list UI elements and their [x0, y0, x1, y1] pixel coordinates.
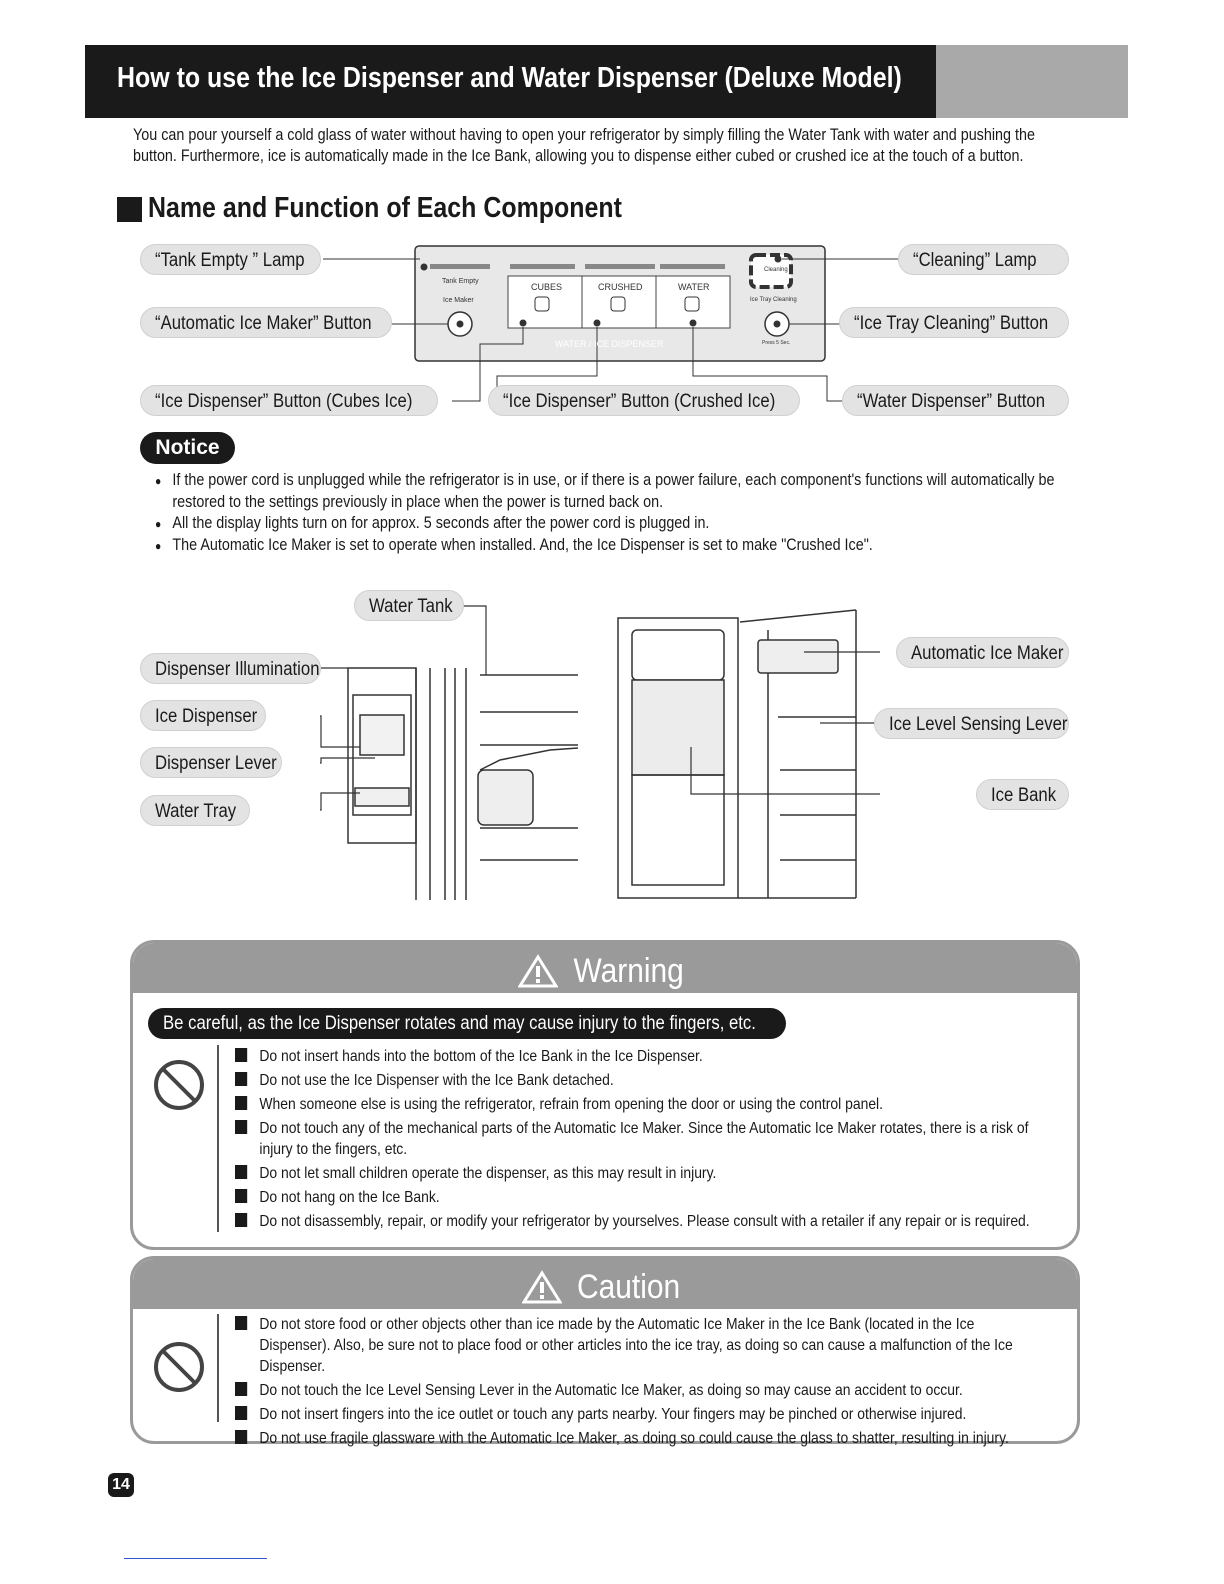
caution-triangle-icon	[522, 1270, 562, 1304]
ice-maker-text: Ice Maker	[443, 297, 474, 304]
notice-item: ● The Automatic Ice Maker is set to operate when installed. And, the Ice Dispenser is set to make "Crushed Ice".	[155, 535, 1077, 557]
footer-rule	[124, 1558, 267, 1559]
caution-divider	[217, 1314, 219, 1422]
ice-dispenser-label: Ice Dispenser	[140, 700, 266, 731]
refrigerator-diagram	[320, 600, 880, 905]
ice-dispenser-crushed-label: “Ice Dispenser” Button (Crushed Ice)	[488, 385, 800, 416]
warning-title: Warning	[573, 952, 685, 991]
ice-dispenser-cubes-label: “Ice Dispenser” Button (Cubes Ice)	[140, 385, 438, 416]
tank-empty-text: Tank Empty	[442, 278, 479, 285]
ice-level-sensing-lever-label: Ice Level Sensing Lever	[874, 708, 1069, 739]
section-title: Name and Function of Each Component	[148, 192, 622, 224]
notice-list	[155, 470, 1077, 557]
auto-ice-maker-button-label: “Automatic Ice Maker” Button	[140, 307, 392, 338]
warning-divider	[217, 1045, 219, 1232]
cleaning-text: Cleaning	[764, 267, 788, 273]
warning-item: Do not use the Ice Dispenser with the Ice Bank detached.	[235, 1070, 1048, 1091]
caution-item: Do not touch the Ice Level Sensing Lever in the Automatic Ice Maker, as doing so may cause an accident to occur.	[235, 1380, 1048, 1401]
brand-text: WATER / ICE DISPENSER	[555, 339, 664, 349]
caution-item: Do not insert fingers into the ice outlet or touch any parts nearby. Your fingers may be pinched or otherwise injured.	[235, 1404, 1048, 1425]
caution-item: Do not store food or other objects other than ice made by the Automatic Ice Maker in the Ice Bank (located in the Ice Dispenser). Also, be sure not to place food or other articles into the ice tray, as doing so can cause a malfunction of the Ice Dispenser.	[235, 1314, 1048, 1377]
warning-item: Do not touch any of the mechanical parts of the Automatic Ice Maker. Since the Automatic Ice Maker rotates, there is a risk of injury to the fingers, etc.	[235, 1118, 1048, 1160]
warning-item: Do not let small children operate the dispenser, as this may result in injury.	[235, 1163, 1048, 1184]
warning-item: When someone else is using the refrigerator, refrain from opening the door or using the control panel.	[235, 1094, 1048, 1115]
section-marker	[117, 197, 142, 222]
warning-item: Do not insert hands into the bottom of the Ice Bank in the Ice Dispenser.	[235, 1046, 1048, 1067]
page-number: 14	[108, 1473, 134, 1497]
automatic-ice-maker-label: Automatic Ice Maker	[896, 637, 1069, 668]
cubes-text: CUBES	[531, 282, 563, 292]
prohibition-icon	[152, 1058, 206, 1112]
intro-paragraph: You can pour yourself a cold glass of water without having to open your refrigerator by simply filling the Water Tank with water and pushing the button. Furthermore, ice is automatically made in the Ice Bank, allowing you to dispense either cubed or crushed ice at the touch of a button.	[133, 126, 1035, 165]
caution-title: Caution	[577, 1268, 681, 1307]
ice-bank-label: Ice Bank	[976, 779, 1069, 810]
caution-item: Do not use fragile glassware with the Automatic Ice Maker, as doing so could cause the glass to shatter, resulting in injury.	[235, 1428, 1048, 1449]
water-tank-label: Water Tank	[354, 590, 464, 621]
caution-list	[235, 1314, 1048, 1452]
warning-item: Do not hang on the Ice Bank.	[235, 1187, 1048, 1208]
page-title: How to use the Ice Dispenser and Water Dispenser (Deluxe Model)	[117, 62, 902, 94]
press-text: Press 5 Sec.	[762, 340, 791, 346]
warning-subtitle: Be careful, as the Ice Dispenser rotates and may cause injury to the fingers, etc.	[148, 1008, 786, 1039]
crushed-text: CRUSHED	[598, 282, 643, 292]
tank-empty-lamp-label: “Tank Empty ” Lamp	[140, 244, 321, 275]
dispenser-illumination-label: Dispenser Illumination	[140, 653, 321, 684]
water-tray-label: Water Tray	[140, 795, 250, 826]
dispenser-lever-label: Dispenser Lever	[140, 747, 282, 778]
caution-header	[133, 1259, 1077, 1309]
ice-tray-cleaning-text: Ice Tray Cleaning	[750, 297, 797, 303]
warning-triangle-icon	[518, 954, 558, 988]
notice-item: ● All the display lights turn on for approx. 5 seconds after the power cord is plugged in.	[155, 513, 1077, 535]
water-text: WATER	[678, 282, 710, 292]
cleaning-lamp-label: “Cleaning” Lamp	[898, 244, 1069, 275]
warning-list	[235, 1046, 1048, 1235]
warning-item: Do not disassembly, repair, or modify your refrigerator by yourselves. Please consult with a retailer if any repair or is required.	[235, 1211, 1048, 1232]
prohibition-icon	[152, 1340, 206, 1394]
ice-tray-cleaning-button-label: “Ice Tray Cleaning” Button	[839, 307, 1069, 338]
notice-badge: Notice	[140, 432, 235, 464]
warning-header	[133, 943, 1077, 993]
water-dispenser-button-label: “Water Dispenser” Button	[842, 385, 1069, 416]
notice-item: ● If the power cord is unplugged while the refrigerator is in use, or if there is a power failure, each component's functions will automatically be restored to the settings previously in place when the power is turned back on.	[155, 470, 1077, 513]
